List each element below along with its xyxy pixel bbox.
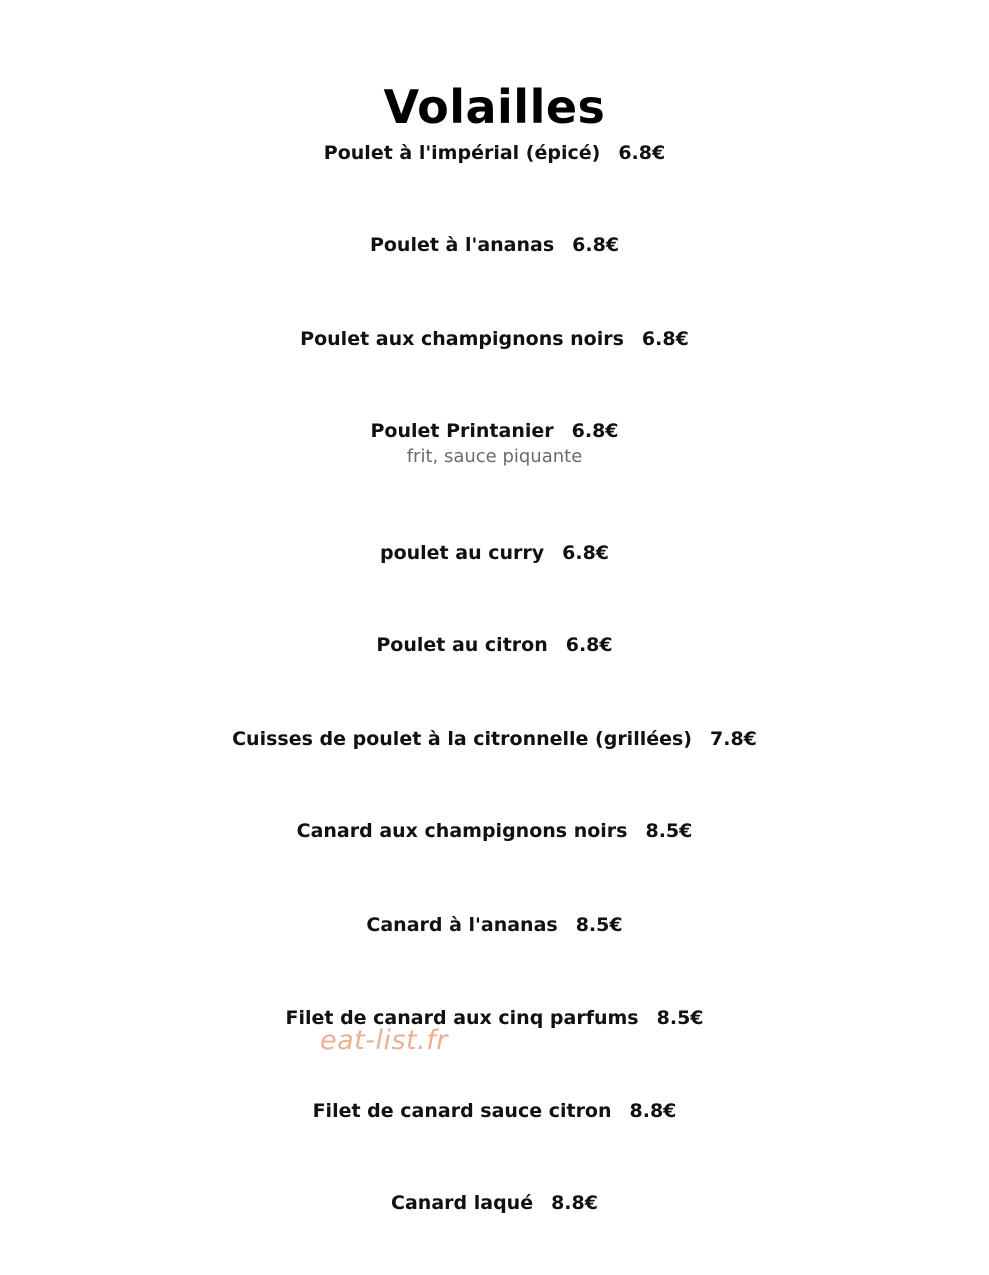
item-name: Poulet aux champignons noirs — [300, 328, 624, 350]
item-name: Poulet au citron — [376, 634, 548, 656]
page-title: Volailles — [383, 79, 606, 134]
item-name: Filet de canard sauce citron — [312, 1100, 612, 1122]
item-price: 6.8€ — [641, 328, 689, 350]
item-name: Canard laqué — [391, 1192, 534, 1214]
menu-item — [0, 1098, 989, 1124]
item-name: Canard aux champignons noirs — [296, 820, 628, 842]
menu-item — [0, 632, 989, 658]
item-price: 8.5€ — [575, 914, 623, 936]
menu-item — [0, 1190, 989, 1216]
menu-item — [0, 818, 989, 844]
item-price: 6.8€ — [562, 542, 610, 564]
item-name: Poulet à l'ananas — [369, 234, 555, 256]
item-name: Canard à l'ananas — [366, 914, 558, 936]
item-name: Filet de canard aux cinq parfums — [285, 1007, 639, 1029]
item-price: 8.8€ — [551, 1192, 598, 1214]
item-price: 6.8€ — [571, 420, 619, 442]
item-name: poulet au curry — [379, 542, 545, 564]
item-price: 8.5€ — [645, 820, 693, 842]
item-price: 8.8€ — [629, 1100, 677, 1122]
watermark: eat-list.fr — [320, 1025, 448, 1056]
item-price: 7.8€ — [710, 728, 757, 750]
menu-item — [0, 1005, 989, 1031]
item-price: 6.8€ — [572, 234, 620, 256]
item-price: 8.5€ — [656, 1007, 704, 1029]
item-price: 6.8€ — [618, 142, 666, 164]
item-name: Poulet Printanier — [370, 420, 554, 442]
menu-item — [0, 726, 989, 752]
item-price: 6.8€ — [565, 634, 613, 656]
menu-item — [0, 418, 989, 470]
menu-item — [0, 232, 989, 258]
item-name: Cuisses de poulet à la citronnelle (grillées) — [232, 728, 692, 750]
item-description: frit, sauce piquante — [406, 446, 583, 467]
menu-item — [0, 140, 989, 166]
menu-item — [0, 540, 989, 566]
menu-item — [0, 326, 989, 352]
item-name: Poulet à l'impérial (épicé) — [323, 142, 601, 164]
menu-item — [0, 912, 989, 938]
